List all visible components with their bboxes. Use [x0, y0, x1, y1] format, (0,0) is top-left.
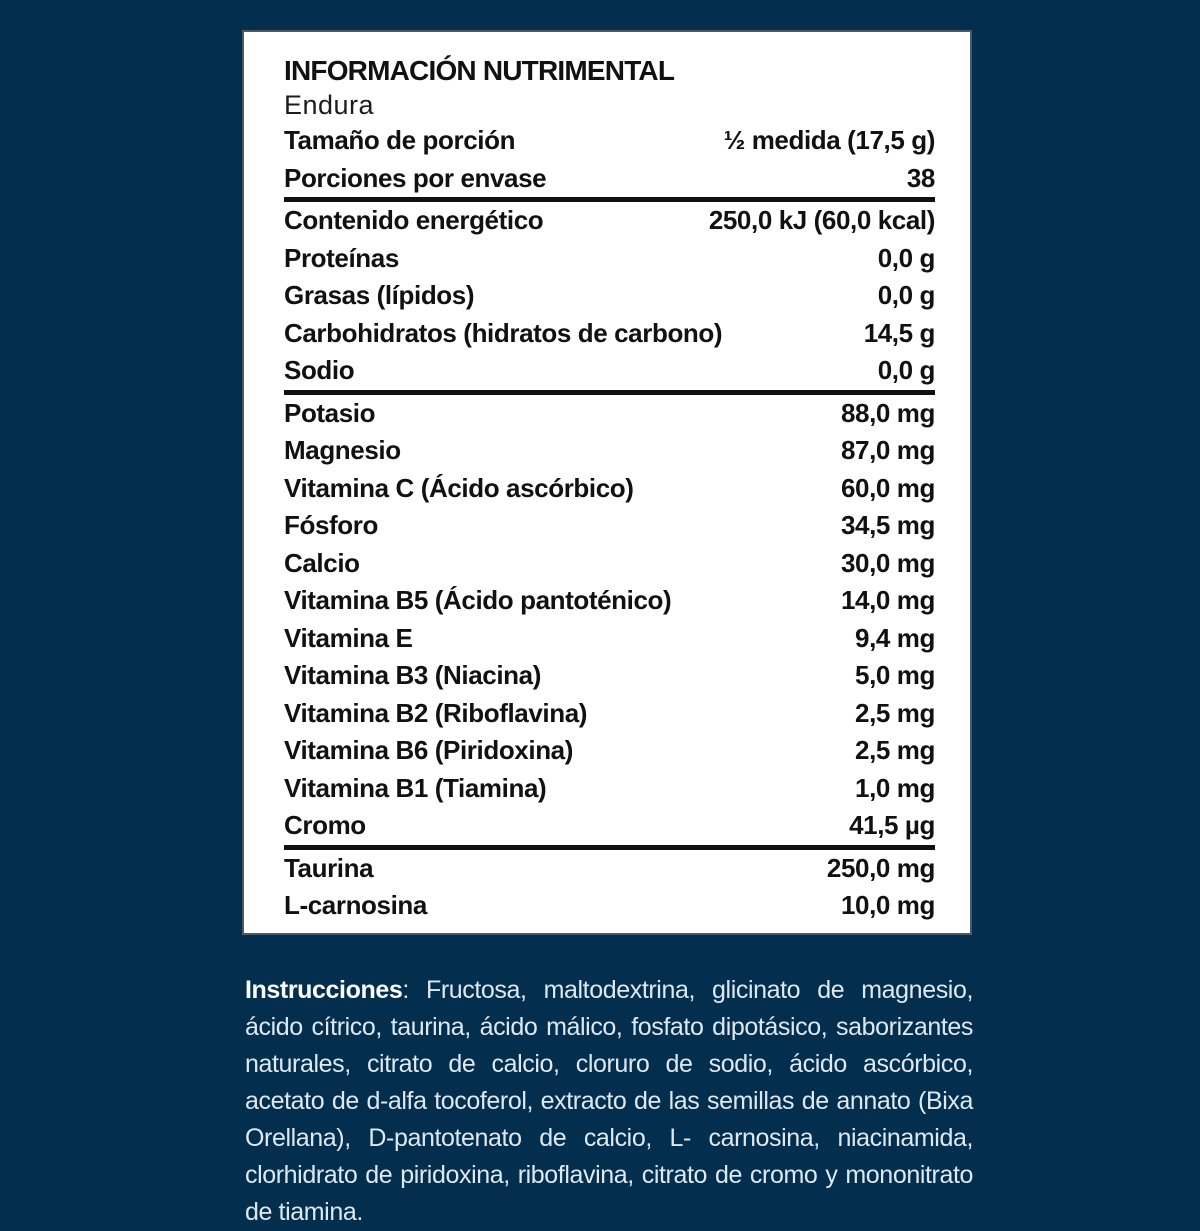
energy-label: Contenido energético — [284, 205, 544, 235]
taurine-row — [284, 850, 935, 888]
vitamin-e-row — [284, 620, 935, 658]
vitamin-b5-label: Vitamina B5 (Ácido pantoténico) — [284, 585, 672, 615]
instructions-heading: Instrucciones — [245, 976, 403, 1004]
magnesium-value: 87,0 mg — [840, 435, 935, 465]
carbohydrate-row — [284, 315, 935, 353]
serving-size-label: Tamaño de porción — [284, 125, 516, 155]
carbohydrate-label: Carbohidratos (hidratos de carbono) — [284, 317, 723, 348]
vitamin-c-row — [284, 470, 935, 508]
chromium-label: Cromo — [284, 810, 366, 840]
vitamin-b2-row — [284, 695, 935, 733]
calcium-value: 30,0 mg — [840, 547, 935, 578]
sodium-row — [284, 352, 935, 390]
l-carnosine-row — [284, 887, 935, 925]
phosphorus-value: 34,5 mg — [840, 510, 935, 540]
serving-size-value: ½ medida (17,5 g) — [723, 125, 935, 155]
phosphorus-row — [284, 507, 935, 545]
sodium-label: Sodio — [284, 355, 355, 385]
magnesium-row — [284, 432, 935, 470]
potassium-row — [284, 395, 935, 433]
calcium-row — [284, 545, 935, 583]
instructions-body: : Fructosa, maltodextrina, glicinato de magnesio, ácido cítrico, taurina, ácido málico, fosfato dipotásico, saborizantes naturales, citrato de calcio, cloruro de sodio, ácido ascórbico, acetato de d-alfa tocoferol, extracto de las semillas de annato (Bixa Orellana), D-pantotenato de calcio, L- carnosina, niacinamida, clorhidrato de piridoxina, riboflavina, citrato de cromo y mononitrato de tiamina. — [245, 976, 973, 1226]
vitamin-b1-label: Vitamina B1 (Tiamina) — [284, 772, 547, 803]
vitamin-b6-row — [284, 732, 935, 770]
potassium-label: Potasio — [284, 397, 376, 428]
nutrition-panel — [242, 30, 972, 935]
chromium-row — [284, 807, 935, 845]
protein-row — [284, 240, 935, 278]
vitamin-e-value: 9,4 mg — [855, 622, 935, 653]
fat-value: 0,0 g — [877, 280, 935, 310]
vitamin-e-label: Vitamina E — [284, 622, 413, 653]
product-name: Endura — [284, 90, 375, 120]
potassium-value: 88,0 mg — [840, 397, 935, 428]
servings-per-container-value: 38 — [906, 162, 935, 193]
servings-per-container-label: Porciones por envase — [284, 162, 547, 193]
fat-label: Grasas (lípidos) — [284, 280, 475, 310]
panel-title: INFORMACIÓN NUTRIMENTAL — [284, 55, 675, 86]
fat-row — [284, 277, 935, 315]
vitamin-b5-row — [284, 582, 935, 620]
vitamin-b1-row — [284, 770, 935, 808]
energy-row — [284, 202, 935, 240]
taurine-value: 250,0 mg — [826, 852, 935, 883]
instructions-paragraph — [245, 972, 973, 1231]
vitamin-b6-label: Vitamina B6 (Piridoxina) — [284, 735, 573, 765]
vitamin-b3-value: 5,0 mg — [855, 660, 935, 690]
servings-per-container-row — [284, 160, 935, 198]
calcium-label: Calcio — [284, 547, 360, 578]
vitamin-b6-value: 2,5 mg — [855, 735, 935, 765]
vitamin-b3-row — [284, 657, 935, 695]
chromium-value: 41,5 µg — [849, 810, 935, 840]
taurine-label: Taurina — [284, 852, 374, 883]
serving-size-row — [284, 122, 935, 160]
protein-label: Proteínas — [284, 242, 399, 273]
vitamin-b1-value: 1,0 mg — [855, 772, 935, 803]
vitamin-c-value: 60,0 mg — [840, 472, 935, 503]
vitamin-c-label: Vitamina C (Ácido ascórbico) — [284, 472, 634, 503]
sodium-value: 0,0 g — [877, 355, 935, 385]
vitamin-b3-label: Vitamina B3 (Niacina) — [284, 660, 541, 690]
vitamin-b5-value: 14,0 mg — [840, 585, 935, 615]
l-carnosine-value: 10,0 mg — [840, 890, 935, 920]
vitamin-b2-value: 2,5 mg — [855, 697, 935, 728]
l-carnosine-label: L-carnosina — [284, 890, 427, 920]
energy-value: 250,0 kJ (60,0 kcal) — [708, 205, 935, 235]
phosphorus-label: Fósforo — [284, 510, 378, 540]
vitamin-b2-label: Vitamina B2 (Riboflavina) — [284, 697, 588, 728]
magnesium-label: Magnesio — [284, 435, 401, 465]
carbohydrate-value: 14,5 g — [863, 317, 935, 348]
protein-value: 0,0 g — [877, 242, 935, 273]
